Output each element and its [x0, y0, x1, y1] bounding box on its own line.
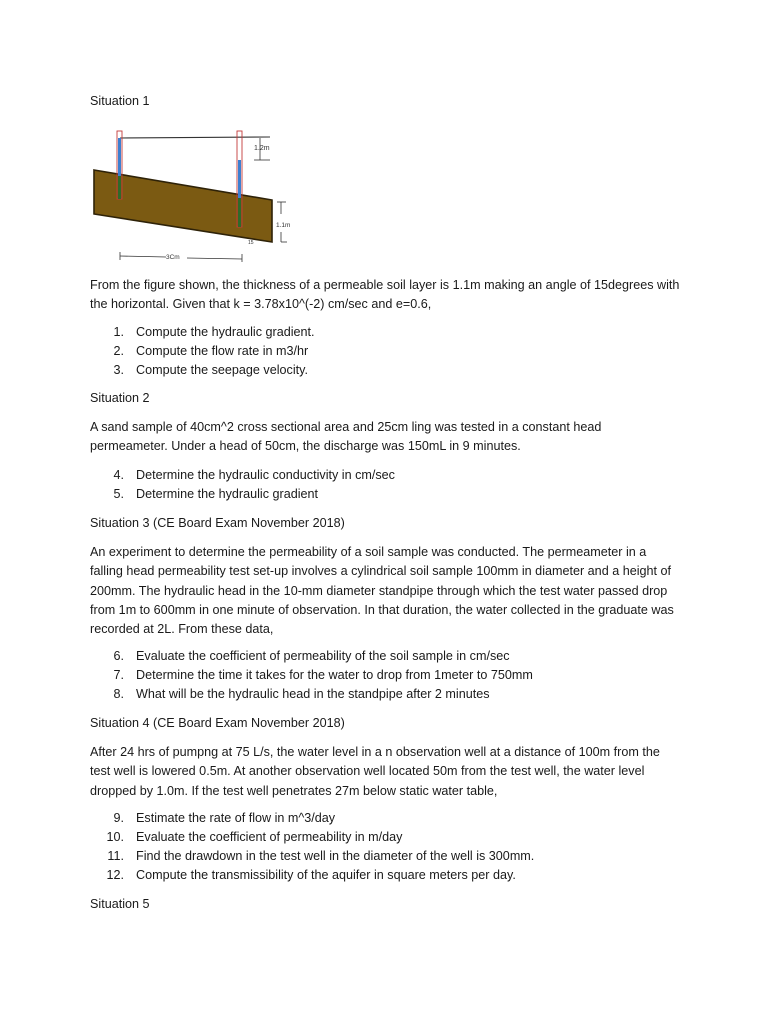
thickness-label: 1.1m: [276, 222, 291, 229]
list-item: 2. Compute the flow rate in m3/hr: [113, 344, 309, 358]
list-item: 8. What will be the hydraulic head in the standpipe after 2 minutes: [113, 687, 490, 701]
length-dimension-line: [120, 256, 166, 257]
list-item: 6. Evaluate the coefficient of permeability of the soil sample in cm/sec: [113, 649, 510, 663]
top-height-label: 1.2m: [254, 145, 270, 152]
left-pipe-in-soil: [118, 176, 121, 199]
situation-2-list: [90, 466, 680, 504]
list-item: 11. Find the drawdown in the test well in the diameter of the well is 300mm.: [107, 849, 535, 863]
situation-3-list: [90, 647, 680, 704]
situation-4-paragraph: After 24 hrs of pumpng at 75 L/s, the water level in a n observation well at a distance of 100m from the test well is lowered 0.5m. At another observation well located 50m from the test well, the water level dropped by 1.0m. If the test well penetrates 27m below static water table,: [90, 745, 660, 798]
angle-label: 15: [248, 240, 254, 246]
situation-1-list: [90, 323, 680, 380]
situation-1-heading: Situation 1: [90, 94, 150, 108]
list-item: 12. Compute the transmissibility of the aquifer in square meters per day.: [106, 868, 516, 882]
situation-5-heading: Situation 5: [90, 897, 150, 911]
list-item: 5. Determine the hydraulic gradient: [113, 487, 319, 501]
situation-1-paragraph: From the figure shown, the thickness of a permeable soil layer is 1.1m making an angle of 15degrees with the horizontal. Given that k = 3.78x10^(-2) cm/sec and e=0.6,: [90, 278, 680, 312]
left-water-column: [118, 138, 121, 176]
list-item: 1. Compute the hydraulic gradient.: [113, 325, 315, 339]
situation-2-heading: Situation 2: [90, 391, 150, 405]
length-label: 3Cm: [166, 254, 180, 261]
situation-2-paragraph: A sand sample of 40cm^2 cross sectional area and 25cm ling was tested in a constant head permeameter. Under a head of 50cm, the discharge was 150mL in 9 minutes.: [90, 420, 602, 454]
water-level-line: [120, 137, 270, 138]
soil-layer-figure: [92, 128, 292, 268]
list-item: 10. Evaluate the coefficient of permeability in m/day: [106, 830, 403, 844]
situation-3-paragraph: An experiment to determine the permeability of a soil sample was conducted. The permeameter in a falling head permeability test set-up involves a cylindrical soil sample 100mm in diameter and a height of 200mm. The hydraulic head in the 10-mm diameter standpipe through which the test water passed drop from 1m to 600mm in one minute of observation. In that duration, the water collected in the graduate was recorded at 2L. From these data,: [90, 545, 674, 637]
situation-3-heading: Situation 3 (CE Board Exam November 2018): [90, 516, 345, 530]
list-item: 9. Estimate the rate of flow in m^3/day: [113, 811, 336, 825]
list-item: 3. Compute the seepage velocity.: [113, 363, 308, 377]
list-item: 4. Determine the hydraulic conductivity in cm/sec: [113, 468, 395, 482]
situation-4-list: [90, 809, 680, 885]
right-water-column: [238, 160, 241, 198]
list-item: 7. Determine the time it takes for the water to drop from 1meter to 750mm: [113, 668, 533, 682]
situation-4-heading: Situation 4 (CE Board Exam November 2018): [90, 716, 345, 730]
right-pipe-in-soil: [238, 198, 241, 227]
